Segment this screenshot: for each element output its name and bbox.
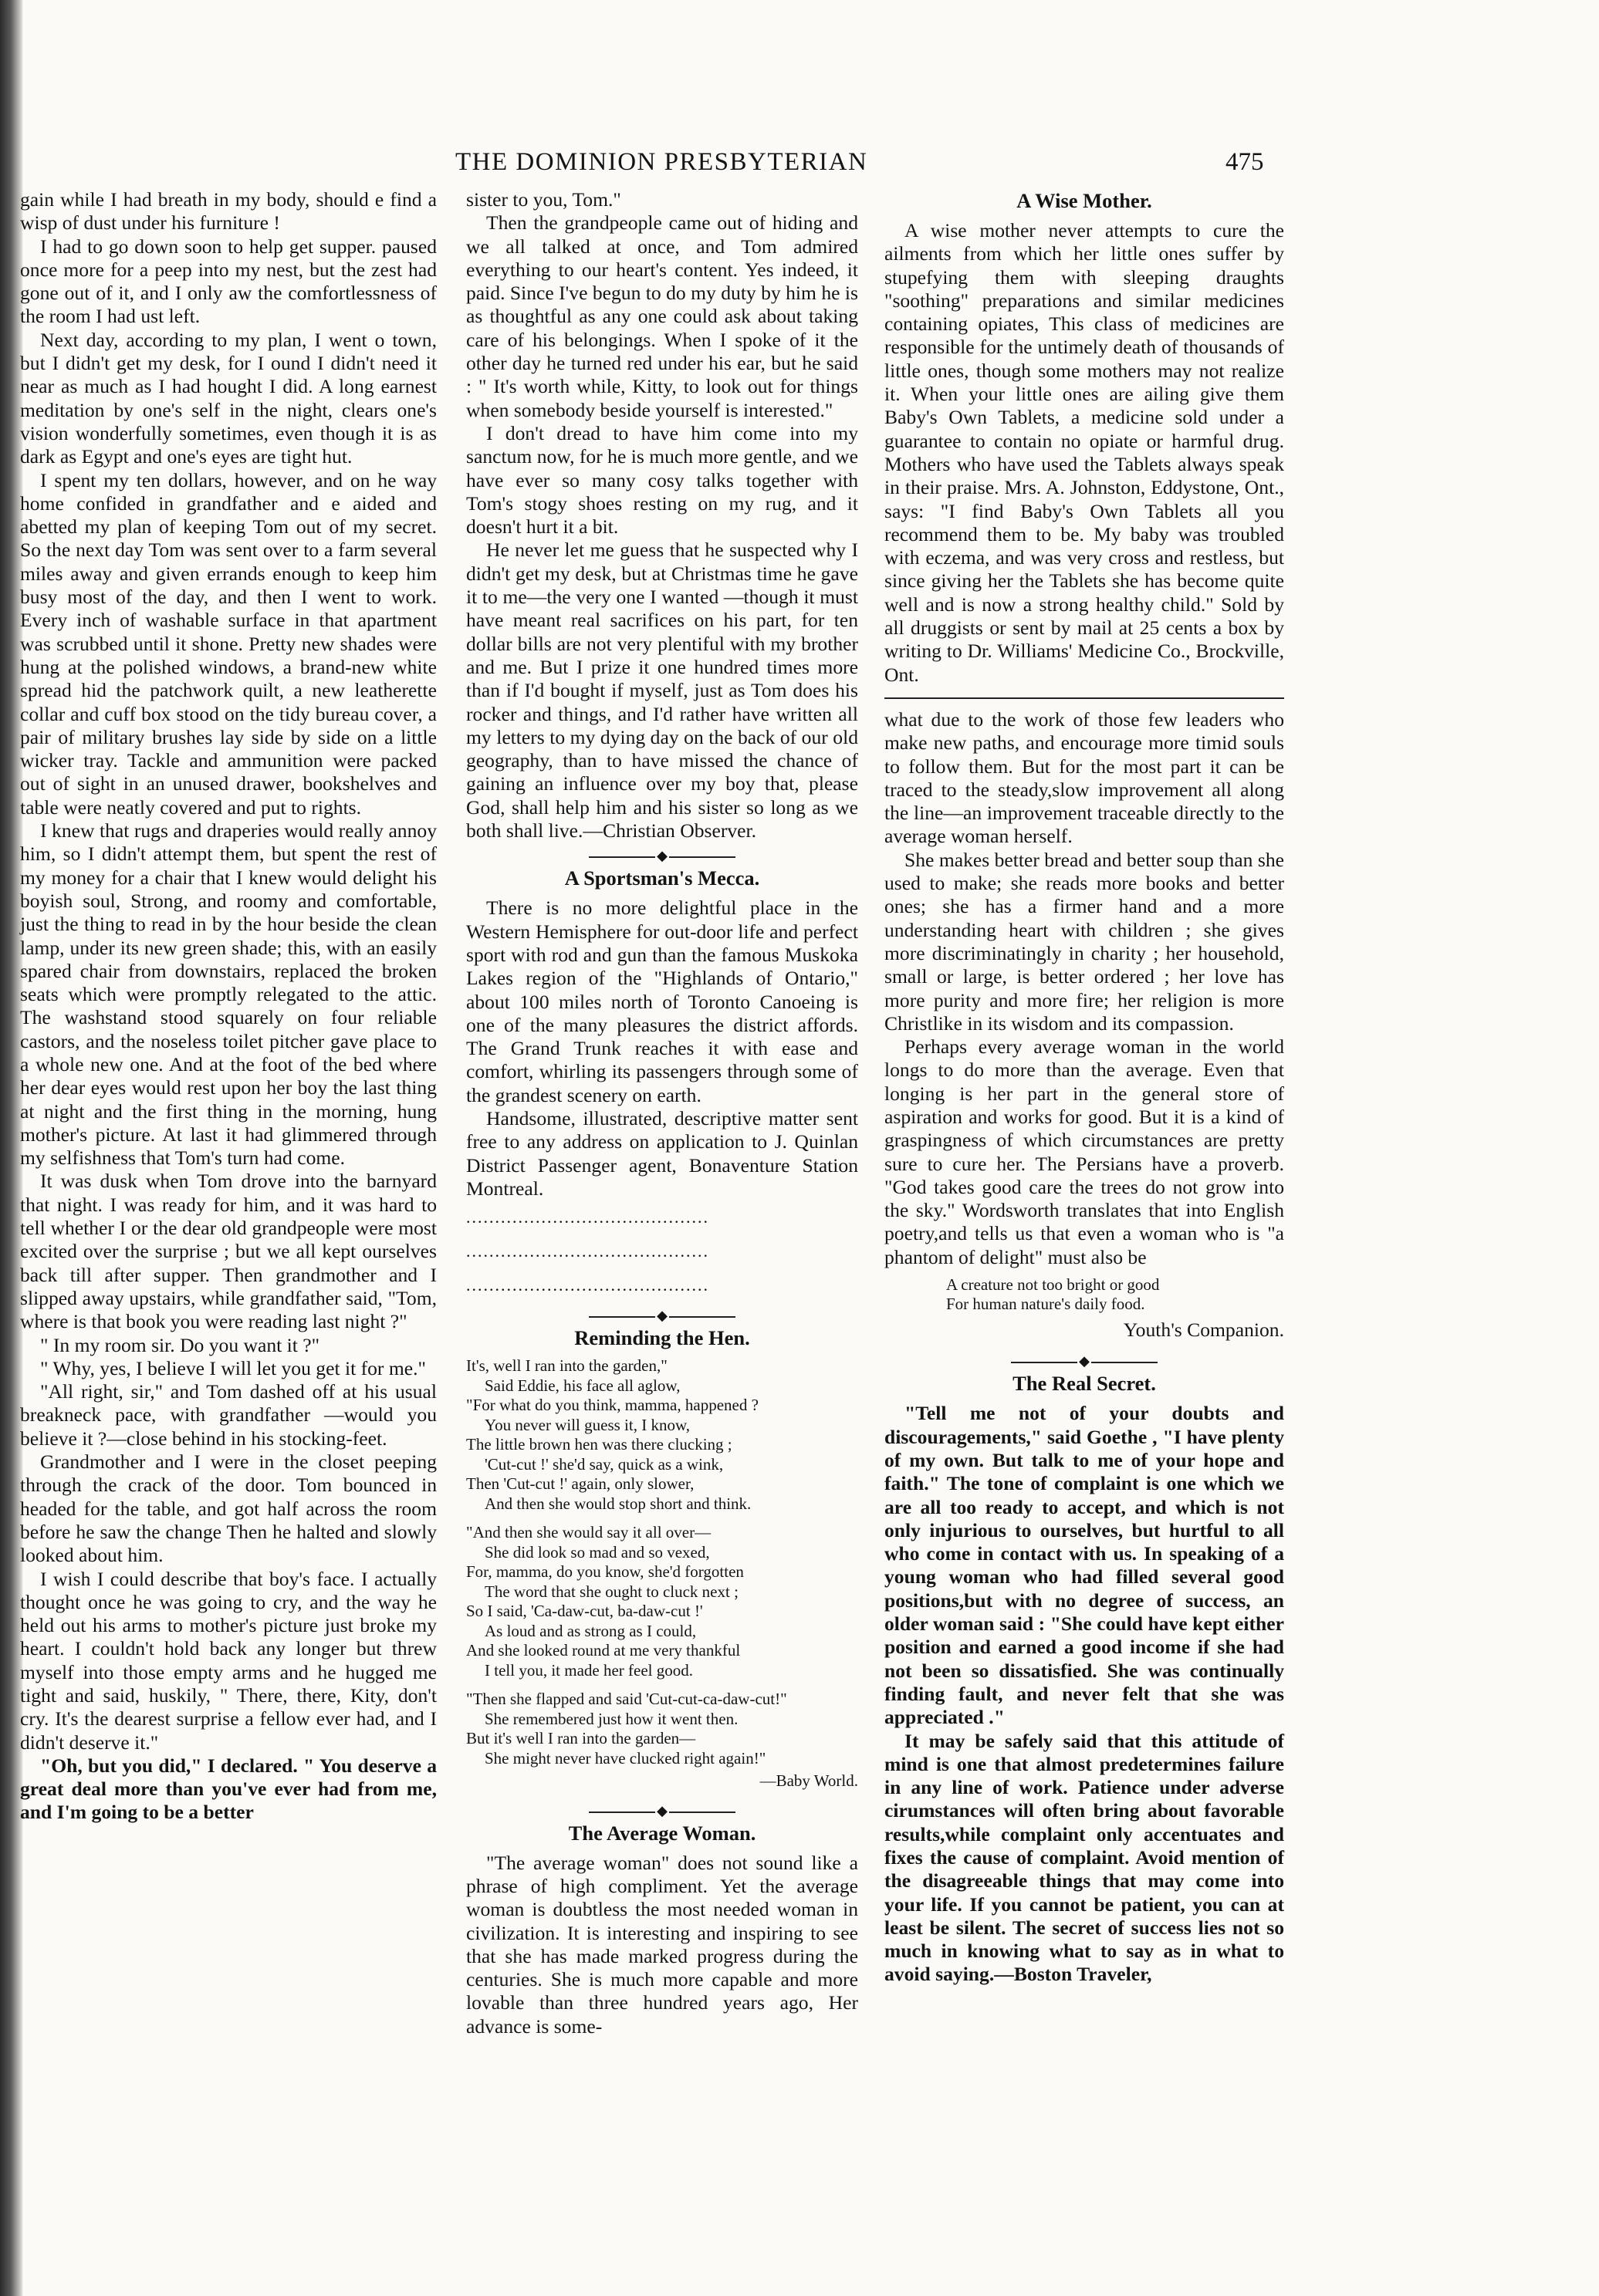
paragraph: sister to you, Tom." <box>466 188 621 211</box>
dotted-line: .......................................... <box>466 1275 709 1295</box>
poem-line: "Then she flapped and said 'Cut-cut-ca-daw-cut!" <box>466 1690 787 1709</box>
ornament-divider: ◆ <box>466 1804 858 1818</box>
paragraph: I wish I could describe that boy's face. I actually thought once he was going to cry, and the way he held out his arms to mother's picture just broke my heart. I couldn't hold back any longer but threw myself into those empty arms and he hugged me tight and said, huskily, " There, there, Kity, don't cry. It's the dearest surprise a fellow ever had, and I didn't deserve it." <box>20 1567 437 1754</box>
ornament-divider: ◆ <box>466 849 858 863</box>
poem-line: "And then she would say it all over— <box>466 1523 712 1542</box>
poem-source: —Baby World. <box>759 1771 858 1791</box>
article-title-real-secret: The Real Secret. <box>1012 1372 1156 1396</box>
quote-line: A creature not too bright or good <box>946 1275 1160 1295</box>
paragraph: gain while I had breath in my body, should e find a wisp of dust under his furniture ! <box>20 188 437 235</box>
column-1 <box>20 188 437 1825</box>
paragraph: She makes better bread and better soup than she used to make; she reads more books and better ones; she has a firmer hand and a more understanding heart with children ; she gives more discriminatingly in charity ; her household, small or large, is better ordered ; her love has more purity and more fire; her religion is more Christlike in its wisdom and its compassion. <box>884 848 1284 1035</box>
poem-line: I tell you, it made her feel good. <box>485 1660 693 1680</box>
poem-line: And she looked round at me very thankful <box>466 1641 741 1660</box>
paragraph: what due to the work of those few leaders who make new paths, and encourage more timid souls to follow them. But for the most part it can be traced to the steady,slow improvement all along the line—an improvement traceable directly to the average woman herself. <box>884 707 1284 848</box>
poem-line: Said Eddie, his face all aglow, <box>485 1376 681 1395</box>
poem-line: For, mamma, do you know, she'd forgotten <box>466 1562 744 1582</box>
quote-line: For human nature's daily food. <box>946 1295 1145 1314</box>
paragraph: Perhaps every average woman in the world longs to do more than the average. Even that longing is her part in the general store of aspiration and works for good. But it is a kind of graspingness of which circumstances are pretty sure to cure her. The Persians have a proverb. "God takes good care the trees do not grow into the sky." Wordsworth translates that into English poetry,and tells us that even a woman who is "a phantom of delight" must also be <box>884 1035 1284 1268</box>
article-title-wise-mother: A Wise Mother. <box>1016 189 1152 212</box>
paragraph: There is no more delightful place in the Western Hemisphere for out-door life and perfect sport with rod and gun than the famous Muskoka Lakes region of the "Highlands of Ontario," about 100 miles north of Toronto Canoeing is one of the many pleasures the district affords. The Grand Trunk reaches it with ease and comfort, whirling its passengers through some of the grandest scenery on earth. <box>466 896 858 1106</box>
poem <box>466 1356 858 1791</box>
poem-line: The little brown hen was there clucking ; <box>466 1435 732 1454</box>
dotted-line: .......................................... <box>466 1207 709 1227</box>
poem-line: But it's well I ran into the garden— <box>466 1729 696 1748</box>
paragraph: "Tell me not of your doubts and discouragements," said Goethe , "I have plenty of my own. But talk to me of your hope and faith." The tone of complaint is one which we are all too ready to accept, and which is not only injurious to ourselves, but hurtful to all who come in contact with us. In speaking of a young woman who had filled several good positions,but with no degree of success, an older woman said : "She could have kept either position and earned a good income if she had not been so dissatisfied. She was continually finding fault, and never felt that she was appreciated ." <box>884 1402 1284 1729</box>
ornament-divider: ◆ <box>884 1354 1284 1368</box>
poem-line: And then she would stop short and think. <box>485 1494 752 1513</box>
paragraph: "Oh, but you did," I declared. " You deserve a great deal more than you've ever had from me, and I'm going to be a better <box>20 1754 437 1824</box>
poem-stanza <box>466 1523 858 1680</box>
poem-line: As loud and as strong as I could, <box>485 1621 697 1640</box>
article-title-hen: Reminding the Hen. <box>574 1326 750 1350</box>
article-title-sportsman: A Sportsman's Mecca. <box>564 866 760 890</box>
article-title-average: The Average Woman. <box>568 1821 756 1845</box>
paragraph: "All right, sir," and Tom dashed off at his usual breakneck pace, with grandfather —would you believe it ?—close behind in his stocking-feet. <box>20 1380 437 1450</box>
paragraph: Grandmother and I were in the closet peeping through the crack of the door. Tom bounced in headed for the table, and got half across the room before he saw the change Then he halted and slowly looked about him. <box>20 1450 437 1567</box>
poem-line: 'Cut-cut !' she'd say, quick as a wink, <box>485 1454 724 1474</box>
source-credit: Youth's Companion. <box>1123 1319 1284 1342</box>
poem-line: She did look so mad and so vexed, <box>485 1542 710 1562</box>
paragraph: " Why, yes, I believe I will let you get it for me." <box>40 1356 426 1379</box>
ornament-divider: ◆ <box>466 1308 858 1322</box>
poem-line: Then 'Cut-cut !' again, only slower, <box>466 1474 695 1494</box>
poem-stanza <box>466 1690 858 1768</box>
paragraph: I spent my ten dollars, however, and on he way home confided in grandfather and e aided and abetted my plan of keeping Tom out of my secret. So the next day Tom was sent over to a farm several miles away and given errands enough to keep him busy most of the day, and then I went to work. Every inch of washable surface in that apartment was scrubbed until it shone. Pretty new shades were hung at the polished windows, a brand-new white spread hid the patchwork quilt, a new leatherette collar and cuff box stood on the tidy bureau cover, a pair of military brushes lay side by side on a little wicker tray. Tackle and ammunition were packed out of sight in an unused drawer, bookshelves and table were neatly covered and put to rights. <box>20 468 437 819</box>
dotted-line: .......................................... <box>466 1241 709 1261</box>
paragraph: It was dusk when Tom drove into the barnyard that night. I was ready for him, and it was hard to tell whether I or the dear old grandpeople were most excited over the surprise ; but we all kept ourselves back till after supper. Then grandmother and I slipped away upstairs, while grandfather said, "Tom, where is that book you were reading last night ?" <box>20 1170 437 1333</box>
paragraph: Then the grandpeople came out of hiding and we all talked at once, and Tom admired everything to our heart's content. Yes indeed, it paid. Since I've begun to do my duty by him he is as thoughtful as any one could ask about taking care of his belongings. When I spoke of it the other day he turned red under his ear, but he said : " It's worth while, Kitty, to look out for things when somebody beside yourself is interested." <box>466 211 858 421</box>
poem-line: "For what do you think, mamma, happened ? <box>466 1396 759 1415</box>
running-head: THE DOMINION PRESBYTERIAN <box>455 148 868 176</box>
poem-line: The word that she ought to cluck next ; <box>485 1582 739 1601</box>
paragraph: I knew that rugs and draperies would really annoy him, so I didn't attempt them, but spent the rest of my money for a chair that I knew would delight his boyish soul, Strong, and roomy and comfortable, just the thing to read in by the hour beside the clean lamp, under its new green shade; this, with an easily spared chair from downstairs, replaced the broken seats which were promptly relegated to the attic. The washstand stood squarely on four reliable castors, and the noseless toilet pitcher gave place to a whole new one. And at the foot of the bed where her dear eyes would rest upon her boy the last thing at night and the first thing in the morning, hung mother's picture. At last it had glimmered through my selfishness that Tom's turn had come. <box>20 819 437 1170</box>
paragraph: "The average woman" does not sound like a phrase of high compliment. Yet the average woman is doubtless the most needed woman in civilization. It is interesting and inspiring to see that she has made marked progress during the centuries. She is much more capable and more lovable than three hundred years ago, Her advance is some- <box>466 1851 858 2038</box>
column-3 <box>884 188 1284 1987</box>
section-rule <box>884 697 1284 699</box>
paragraph: " In my room sir. Do you want it ?" <box>40 1333 320 1356</box>
paragraph: A wise mother never attempts to cure the ailments from which her little ones suffer by stupefying them with sleeping draughts "soothing" preparations and similar medicines containing opiates, This class of medicines are responsible for the untimely death of thousands of little ones, though some mothers may not realize it. When your little ones are ailing give them Baby's Own Tablets, a medicine sold under a guarantee to contain no opiate or harmful drug. Mothers who have used the Tablets always speak in their praise. Mrs. A. Johnston, Eddystone, Ont., says: "I find Baby's Own Tablets all you recommend them to be. My baby was troubled with eczema, and was very cross and restless, but since giving her the Tablets she has become quite well and is now a strong healthy child." Sold by all druggists or sent by mail at 25 cents a box by writing to Dr. Williams' Medicine Co., Brockville, Ont. <box>884 219 1284 686</box>
paragraph: Next day, according to my plan, I went o town, but I didn't get my desk, for I ound I didn't need it near as much as I had hought I did. A long earnest meditation by one's self in the night, clears one's vision wonderfully sometimes, even though it is as dark as Egypt and one's eyes are tight hut. <box>20 328 437 468</box>
paragraph: He never let me guess that he suspected why I didn't get my desk, but at Christmas time he gave it to me—the very one I wanted —though it must have meant real sacrifices on his part, for ten dollar bills are not very plentiful with my brother and me. But I prize it one hundred times more than if I'd bought if myself, just as Tom does his rocker and things, and I'd rather have written all my letters to my dying day on the back of our old geography, than to have missed the chance of gaining an influence over my boy that, please God, shall help him and his sister so long as we both shall live.—Christian Observer. <box>466 539 858 842</box>
paragraph: I had to go down soon to help get supper. paused once more for a peep into my nest, but the zest had gone out of it, and I only aw the comfortlessness of the room I had ust left. <box>20 235 437 328</box>
paragraph: Handsome, illustrated, descriptive matter sent free to any address on application to J. Quinlan District Passenger agent, Bonaventure Station Montreal. <box>466 1106 858 1200</box>
poem-line: So I said, 'Ca-daw-cut, ba-daw-cut !' <box>466 1602 703 1621</box>
verse-quote <box>884 1275 1284 1314</box>
paragraph: I don't dread to have him come into my sanctum now, for he is much more gentle, and we have ever so many cosy talks together with Tom's stogy shoes resting on my rug, and it doesn't hurt it a bit. <box>466 421 858 539</box>
page-number: 475 <box>1225 148 1264 176</box>
paragraph: It may be safely said that this attitude of mind is one that almost predetermines failure in any line of work. Patience under adverse cirumstances will often bring about favorable results,while complaint only accentuates and fixes the cause of complaint. Avoid mention of the disagreeable things that may come into your life. If you cannot be patient, you can at least be silent. The secret of success lies not so much in knowing what to say as in what to avoid saying.—Boston Traveler, <box>884 1729 1284 1986</box>
poem-line: She might never have clucked right again!" <box>485 1748 766 1768</box>
column-2 <box>466 188 858 2038</box>
poem-line: She remembered just how it went then. <box>485 1709 739 1728</box>
poem-line: You never will guess it, I know, <box>485 1415 690 1434</box>
poem-line: It's, well I ran into the garden," <box>466 1356 668 1376</box>
poem-stanza <box>466 1356 858 1514</box>
